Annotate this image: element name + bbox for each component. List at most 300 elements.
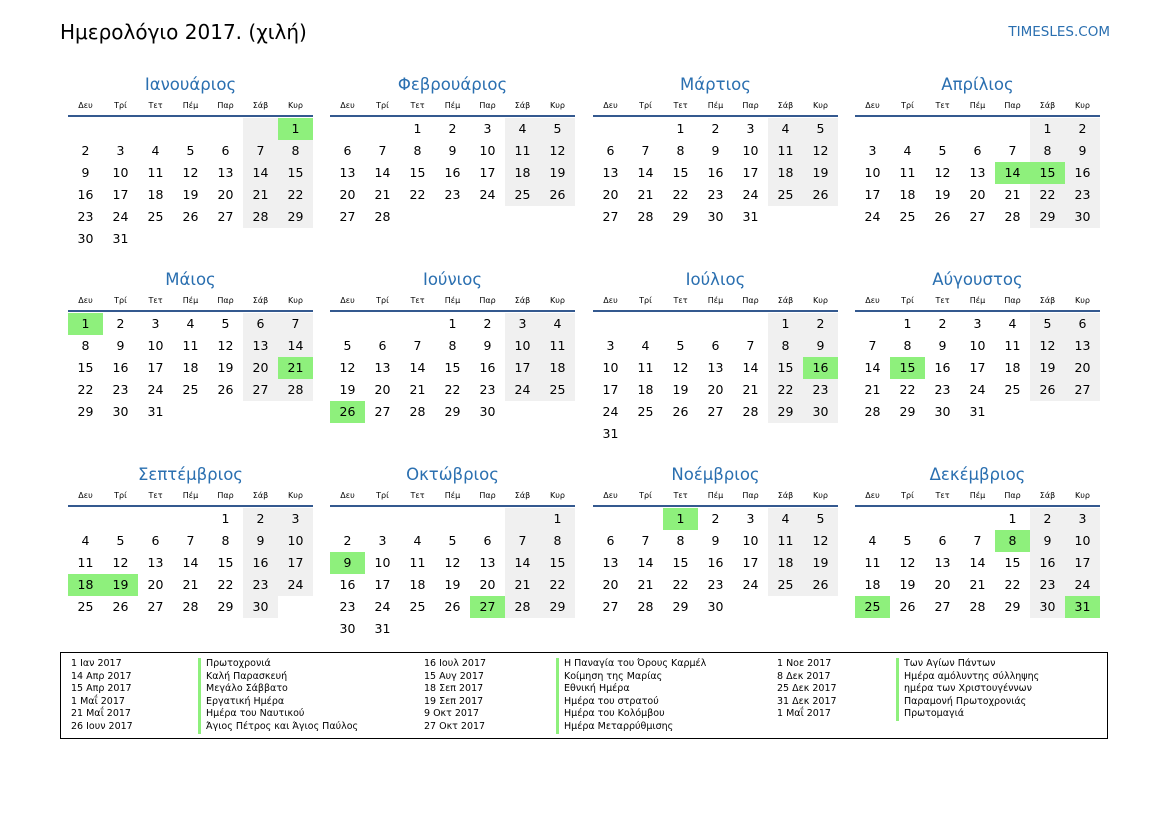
day-cell[interactable]: 30 xyxy=(479,404,496,419)
day-cell[interactable]: 22 xyxy=(672,187,689,202)
day-cell[interactable]: 7 xyxy=(378,143,387,158)
day-cell[interactable]: 15 xyxy=(540,552,575,574)
day-cell[interactable]: 15 xyxy=(409,165,426,180)
day-cell[interactable]: 15 xyxy=(444,360,461,375)
day-cell[interactable]: 8 xyxy=(81,338,90,353)
day-cell[interactable]: 21 xyxy=(742,382,759,397)
day-cell[interactable]: 8 xyxy=(540,530,575,552)
day-cell[interactable]: 9 xyxy=(803,335,838,357)
day-cell[interactable]: 17 xyxy=(147,360,164,375)
day-cell[interactable]: 10 xyxy=(147,338,164,353)
day-cell[interactable]: 23 xyxy=(934,382,951,397)
day-cell[interactable]: 14 xyxy=(409,360,426,375)
day-cell[interactable]: 23 xyxy=(77,209,94,224)
day-cell[interactable]: 18 xyxy=(505,162,540,184)
day-cell[interactable]: 20 xyxy=(339,187,356,202)
day-cell[interactable]: 23 xyxy=(803,379,838,401)
day-cell[interactable]: 26 xyxy=(934,209,951,224)
day-cell[interactable]: 16 xyxy=(1030,552,1065,574)
day-cell[interactable]: 16 xyxy=(243,552,278,574)
day-cell[interactable]: 2 xyxy=(803,313,838,335)
day-cell[interactable]: 5 xyxy=(116,533,125,548)
day-cell[interactable]: 21 xyxy=(409,382,426,397)
day-cell[interactable]: 18 xyxy=(68,574,103,596)
day-cell[interactable]: 28 xyxy=(1004,209,1021,224)
day-cell[interactable]: 20 xyxy=(243,357,278,379)
day-cell[interactable]: 21 xyxy=(637,577,654,592)
day-cell[interactable]: 4 xyxy=(768,508,803,530)
day-cell[interactable]: 7 xyxy=(413,338,422,353)
day-cell[interactable]: 12 xyxy=(112,555,129,570)
day-cell[interactable]: 6 xyxy=(483,533,492,548)
day-cell[interactable]: 19 xyxy=(672,382,689,397)
day-cell[interactable]: 20 xyxy=(602,577,619,592)
day-cell[interactable]: 10 xyxy=(864,165,881,180)
day-cell[interactable]: 23 xyxy=(1030,574,1065,596)
day-cell[interactable]: 21 xyxy=(1004,187,1021,202)
day-cell[interactable]: 9 xyxy=(448,143,457,158)
day-cell[interactable]: 2 xyxy=(483,316,492,331)
day-cell[interactable]: 14 xyxy=(864,360,881,375)
day-cell[interactable]: 20 xyxy=(479,577,496,592)
day-cell[interactable]: 5 xyxy=(676,338,685,353)
day-cell[interactable]: 17 xyxy=(278,552,313,574)
day-cell[interactable]: 2 xyxy=(343,533,352,548)
day-cell[interactable]: 31 xyxy=(969,404,986,419)
day-cell[interactable]: 27 xyxy=(1065,379,1100,401)
day-cell[interactable]: 25 xyxy=(855,596,890,618)
day-cell[interactable]: 21 xyxy=(243,184,278,206)
day-cell[interactable]: 13 xyxy=(217,165,234,180)
day-cell[interactable]: 4 xyxy=(903,143,912,158)
day-cell[interactable]: 28 xyxy=(637,209,654,224)
day-cell[interactable]: 19 xyxy=(103,574,138,596)
day-cell[interactable]: 19 xyxy=(803,552,838,574)
day-cell[interactable]: 24 xyxy=(374,599,391,614)
day-cell[interactable]: 19 xyxy=(182,187,199,202)
day-cell[interactable]: 12 xyxy=(803,140,838,162)
day-cell[interactable]: 18 xyxy=(147,187,164,202)
day-cell[interactable]: 3 xyxy=(746,121,755,136)
day-cell[interactable]: 13 xyxy=(374,360,391,375)
day-cell[interactable]: 22 xyxy=(1004,577,1021,592)
day-cell[interactable]: 20 xyxy=(707,382,724,397)
day-cell[interactable]: 19 xyxy=(540,162,575,184)
day-cell[interactable]: 18 xyxy=(637,382,654,397)
day-cell[interactable]: 4 xyxy=(186,316,195,331)
day-cell[interactable]: 2 xyxy=(116,316,125,331)
day-cell[interactable]: 26 xyxy=(803,184,838,206)
day-cell[interactable]: 10 xyxy=(479,143,496,158)
day-cell[interactable]: 9 xyxy=(711,533,720,548)
day-cell[interactable]: 8 xyxy=(448,338,457,353)
day-cell[interactable]: 7 xyxy=(186,533,195,548)
day-cell[interactable]: 16 xyxy=(339,577,356,592)
day-cell[interactable]: 1 xyxy=(413,121,422,136)
day-cell[interactable]: 2 xyxy=(81,143,90,158)
day-cell[interactable]: 26 xyxy=(899,599,916,614)
day-cell[interactable]: 24 xyxy=(147,382,164,397)
day-cell[interactable]: 28 xyxy=(864,404,881,419)
day-cell[interactable]: 11 xyxy=(768,140,803,162)
day-cell[interactable]: 22 xyxy=(540,574,575,596)
day-cell[interactable]: 3 xyxy=(116,143,125,158)
day-cell[interactable]: 22 xyxy=(1030,184,1065,206)
day-cell[interactable]: 10 xyxy=(602,360,619,375)
day-cell[interactable]: 11 xyxy=(77,555,94,570)
day-cell[interactable]: 7 xyxy=(278,313,313,335)
day-cell[interactable]: 18 xyxy=(409,577,426,592)
day-cell[interactable]: 23 xyxy=(707,577,724,592)
day-cell[interactable]: 1 xyxy=(448,316,457,331)
day-cell[interactable]: 3 xyxy=(151,316,160,331)
day-cell[interactable]: 10 xyxy=(278,530,313,552)
day-cell[interactable]: 1 xyxy=(221,511,230,526)
day-cell[interactable]: 3 xyxy=(973,316,982,331)
day-cell[interactable]: 2 xyxy=(243,508,278,530)
day-cell[interactable]: 18 xyxy=(1004,360,1021,375)
day-cell[interactable]: 28 xyxy=(969,599,986,614)
day-cell[interactable]: 23 xyxy=(243,574,278,596)
day-cell[interactable]: 2 xyxy=(448,121,457,136)
day-cell[interactable]: 6 xyxy=(606,533,615,548)
day-cell[interactable]: 4 xyxy=(641,338,650,353)
day-cell[interactable]: 28 xyxy=(374,209,391,224)
day-cell[interactable]: 25 xyxy=(147,209,164,224)
day-cell[interactable]: 17 xyxy=(864,187,881,202)
day-cell[interactable]: 3 xyxy=(746,511,755,526)
day-cell[interactable]: 20 xyxy=(969,187,986,202)
day-cell[interactable]: 8 xyxy=(768,335,803,357)
day-cell[interactable]: 23 xyxy=(479,382,496,397)
day-cell[interactable]: 4 xyxy=(413,533,422,548)
day-cell[interactable]: 9 xyxy=(243,530,278,552)
day-cell[interactable]: 19 xyxy=(934,187,951,202)
day-cell[interactable]: 30 xyxy=(77,231,94,246)
day-cell[interactable]: 15 xyxy=(77,360,94,375)
day-cell[interactable]: 30 xyxy=(1030,596,1065,618)
day-cell[interactable]: 16 xyxy=(77,187,94,202)
day-cell[interactable]: 13 xyxy=(969,165,986,180)
day-cell[interactable]: 9 xyxy=(116,338,125,353)
day-cell[interactable]: 9 xyxy=(938,338,947,353)
day-cell[interactable]: 27 xyxy=(243,379,278,401)
day-cell[interactable]: 29 xyxy=(768,401,803,423)
day-cell[interactable]: 5 xyxy=(448,533,457,548)
day-cell[interactable]: 25 xyxy=(540,379,575,401)
day-cell[interactable]: 27 xyxy=(217,209,234,224)
day-cell[interactable]: 30 xyxy=(112,404,129,419)
day-cell[interactable]: 29 xyxy=(77,404,94,419)
day-cell[interactable]: 23 xyxy=(112,382,129,397)
day-cell[interactable]: 3 xyxy=(483,121,492,136)
day-cell[interactable]: 4 xyxy=(768,118,803,140)
day-cell[interactable]: 17 xyxy=(969,360,986,375)
day-cell[interactable]: 30 xyxy=(243,596,278,618)
day-cell[interactable]: 17 xyxy=(112,187,129,202)
day-cell[interactable]: 27 xyxy=(374,404,391,419)
day-cell[interactable]: 5 xyxy=(803,508,838,530)
day-cell[interactable]: 15 xyxy=(672,555,689,570)
day-cell[interactable]: 29 xyxy=(444,404,461,419)
day-cell[interactable]: 31 xyxy=(742,209,759,224)
day-cell[interactable]: 29 xyxy=(899,404,916,419)
day-cell[interactable]: 13 xyxy=(1065,335,1100,357)
day-cell[interactable]: 7 xyxy=(868,338,877,353)
day-cell[interactable]: 24 xyxy=(112,209,129,224)
day-cell[interactable]: 8 xyxy=(1030,140,1065,162)
day-cell[interactable]: 22 xyxy=(278,184,313,206)
day-cell[interactable]: 5 xyxy=(221,316,230,331)
day-cell[interactable]: 12 xyxy=(1030,335,1065,357)
day-cell[interactable]: 20 xyxy=(147,577,164,592)
day-cell[interactable]: 24 xyxy=(278,574,313,596)
day-cell[interactable]: 1 xyxy=(540,508,575,530)
day-cell[interactable]: 14 xyxy=(505,552,540,574)
day-cell[interactable]: 30 xyxy=(803,401,838,423)
day-cell[interactable]: 13 xyxy=(707,360,724,375)
day-cell[interactable]: 28 xyxy=(278,379,313,401)
day-cell[interactable]: 24 xyxy=(505,379,540,401)
day-cell[interactable]: 22 xyxy=(444,382,461,397)
day-cell[interactable]: 14 xyxy=(182,555,199,570)
day-cell[interactable]: 29 xyxy=(278,206,313,228)
day-cell[interactable]: 26 xyxy=(444,599,461,614)
day-cell[interactable]: 10 xyxy=(505,335,540,357)
day-cell[interactable]: 8 xyxy=(676,143,685,158)
day-cell[interactable]: 5 xyxy=(903,533,912,548)
day-cell[interactable]: 9 xyxy=(1065,140,1100,162)
day-cell[interactable]: 13 xyxy=(147,555,164,570)
day-cell[interactable]: 27 xyxy=(707,404,724,419)
day-cell[interactable]: 20 xyxy=(934,577,951,592)
day-cell[interactable]: 31 xyxy=(602,426,619,441)
day-cell[interactable]: 27 xyxy=(602,209,619,224)
day-cell[interactable]: 3 xyxy=(606,338,615,353)
day-cell[interactable]: 23 xyxy=(444,187,461,202)
day-cell[interactable]: 11 xyxy=(899,165,916,180)
day-cell[interactable]: 6 xyxy=(221,143,230,158)
day-cell[interactable]: 8 xyxy=(413,143,422,158)
day-cell[interactable]: 18 xyxy=(899,187,916,202)
day-cell[interactable]: 7 xyxy=(505,530,540,552)
day-cell[interactable]: 20 xyxy=(1065,357,1100,379)
day-cell[interactable]: 5 xyxy=(938,143,947,158)
day-cell[interactable]: 26 xyxy=(1030,379,1065,401)
day-cell[interactable]: 24 xyxy=(742,187,759,202)
day-cell[interactable]: 1 xyxy=(1008,511,1017,526)
day-cell[interactable]: 31 xyxy=(147,404,164,419)
day-cell[interactable]: 3 xyxy=(868,143,877,158)
day-cell[interactable]: 6 xyxy=(243,313,278,335)
day-cell[interactable]: 1 xyxy=(663,508,698,530)
day-cell[interactable]: 7 xyxy=(641,533,650,548)
day-cell[interactable]: 2 xyxy=(711,511,720,526)
day-cell[interactable]: 1 xyxy=(768,313,803,335)
day-cell[interactable]: 17 xyxy=(479,165,496,180)
day-cell[interactable]: 12 xyxy=(540,140,575,162)
day-cell[interactable]: 23 xyxy=(707,187,724,202)
day-cell[interactable]: 15 xyxy=(890,357,925,379)
day-cell[interactable]: 4 xyxy=(540,313,575,335)
day-cell[interactable]: 27 xyxy=(969,209,986,224)
day-cell[interactable]: 18 xyxy=(768,162,803,184)
day-cell[interactable]: 16 xyxy=(707,555,724,570)
day-cell[interactable]: 11 xyxy=(768,530,803,552)
day-cell[interactable]: 13 xyxy=(602,165,619,180)
day-cell[interactable]: 23 xyxy=(1065,184,1100,206)
day-cell[interactable]: 1 xyxy=(676,121,685,136)
day-cell[interactable]: 18 xyxy=(768,552,803,574)
day-cell[interactable]: 24 xyxy=(864,209,881,224)
day-cell[interactable]: 26 xyxy=(330,401,365,423)
day-cell[interactable]: 29 xyxy=(1004,599,1021,614)
day-cell[interactable]: 13 xyxy=(243,335,278,357)
day-cell[interactable]: 26 xyxy=(112,599,129,614)
day-cell[interactable]: 16 xyxy=(1065,162,1100,184)
day-cell[interactable]: 14 xyxy=(243,162,278,184)
day-cell[interactable]: 25 xyxy=(899,209,916,224)
day-cell[interactable]: 13 xyxy=(602,555,619,570)
day-cell[interactable]: 28 xyxy=(409,404,426,419)
day-cell[interactable]: 21 xyxy=(969,577,986,592)
day-cell[interactable]: 10 xyxy=(112,165,129,180)
day-cell[interactable]: 21 xyxy=(374,187,391,202)
day-cell[interactable]: 12 xyxy=(217,338,234,353)
day-cell[interactable]: 9 xyxy=(483,338,492,353)
day-cell[interactable]: 15 xyxy=(1030,162,1065,184)
day-cell[interactable]: 14 xyxy=(969,555,986,570)
day-cell[interactable]: 4 xyxy=(505,118,540,140)
day-cell[interactable]: 9 xyxy=(81,165,90,180)
day-cell[interactable]: 31 xyxy=(1065,596,1100,618)
day-cell[interactable]: 25 xyxy=(182,382,199,397)
day-cell[interactable]: 15 xyxy=(1004,555,1021,570)
day-cell[interactable]: 8 xyxy=(221,533,230,548)
day-cell[interactable]: 8 xyxy=(995,530,1030,552)
day-cell[interactable]: 28 xyxy=(182,599,199,614)
day-cell[interactable]: 27 xyxy=(602,599,619,614)
day-cell[interactable]: 2 xyxy=(1030,508,1065,530)
day-cell[interactable]: 20 xyxy=(602,187,619,202)
day-cell[interactable]: 1 xyxy=(68,313,103,335)
day-cell[interactable]: 17 xyxy=(374,577,391,592)
day-cell[interactable]: 29 xyxy=(540,596,575,618)
day-cell[interactable]: 11 xyxy=(540,335,575,357)
day-cell[interactable]: 12 xyxy=(182,165,199,180)
day-cell[interactable]: 4 xyxy=(151,143,160,158)
day-cell[interactable]: 27 xyxy=(934,599,951,614)
day-cell[interactable]: 15 xyxy=(278,162,313,184)
day-cell[interactable]: 12 xyxy=(803,530,838,552)
day-cell[interactable]: 26 xyxy=(217,382,234,397)
day-cell[interactable]: 12 xyxy=(899,555,916,570)
day-cell[interactable]: 29 xyxy=(672,209,689,224)
day-cell[interactable]: 13 xyxy=(479,555,496,570)
day-cell[interactable]: 25 xyxy=(505,184,540,206)
day-cell[interactable]: 19 xyxy=(803,162,838,184)
day-cell[interactable]: 17 xyxy=(505,357,540,379)
day-cell[interactable]: 28 xyxy=(505,596,540,618)
day-cell[interactable]: 10 xyxy=(969,338,986,353)
day-cell[interactable]: 3 xyxy=(278,508,313,530)
day-cell[interactable]: 3 xyxy=(1065,508,1100,530)
day-cell[interactable]: 21 xyxy=(637,187,654,202)
day-cell[interactable]: 25 xyxy=(768,574,803,596)
day-cell[interactable]: 18 xyxy=(540,357,575,379)
day-cell[interactable]: 2 xyxy=(711,121,720,136)
day-cell[interactable]: 18 xyxy=(864,577,881,592)
day-cell[interactable]: 12 xyxy=(339,360,356,375)
day-cell[interactable]: 30 xyxy=(1065,206,1100,228)
day-cell[interactable]: 25 xyxy=(77,599,94,614)
day-cell[interactable]: 16 xyxy=(444,165,461,180)
site-link[interactable]: TIMESLES.COM xyxy=(1008,24,1110,40)
day-cell[interactable]: 19 xyxy=(1030,357,1065,379)
day-cell[interactable]: 23 xyxy=(339,599,356,614)
day-cell[interactable]: 27 xyxy=(147,599,164,614)
day-cell[interactable]: 16 xyxy=(934,360,951,375)
day-cell[interactable]: 14 xyxy=(742,360,759,375)
day-cell[interactable]: 6 xyxy=(378,338,387,353)
day-cell[interactable]: 11 xyxy=(409,555,426,570)
day-cell[interactable]: 13 xyxy=(339,165,356,180)
day-cell[interactable]: 22 xyxy=(899,382,916,397)
day-cell[interactable]: 24 xyxy=(969,382,986,397)
day-cell[interactable]: 8 xyxy=(676,533,685,548)
day-cell[interactable]: 26 xyxy=(182,209,199,224)
day-cell[interactable]: 1 xyxy=(278,118,313,140)
day-cell[interactable]: 15 xyxy=(672,165,689,180)
day-cell[interactable]: 30 xyxy=(934,404,951,419)
day-cell[interactable]: 29 xyxy=(217,599,234,614)
day-cell[interactable]: 28 xyxy=(742,404,759,419)
day-cell[interactable]: 16 xyxy=(707,165,724,180)
day-cell[interactable]: 31 xyxy=(374,621,391,636)
day-cell[interactable]: 26 xyxy=(540,184,575,206)
day-cell[interactable]: 16 xyxy=(112,360,129,375)
day-cell[interactable]: 6 xyxy=(151,533,160,548)
day-cell[interactable]: 14 xyxy=(995,162,1030,184)
day-cell[interactable]: 1 xyxy=(1030,118,1065,140)
day-cell[interactable]: 22 xyxy=(217,577,234,592)
day-cell[interactable]: 14 xyxy=(637,165,654,180)
day-cell[interactable]: 22 xyxy=(409,187,426,202)
day-cell[interactable]: 9 xyxy=(711,143,720,158)
day-cell[interactable]: 24 xyxy=(1065,574,1100,596)
day-cell[interactable]: 6 xyxy=(343,143,352,158)
day-cell[interactable]: 25 xyxy=(409,599,426,614)
day-cell[interactable]: 19 xyxy=(899,577,916,592)
day-cell[interactable]: 7 xyxy=(746,338,755,353)
day-cell[interactable]: 3 xyxy=(505,313,540,335)
day-cell[interactable]: 22 xyxy=(672,577,689,592)
day-cell[interactable]: 19 xyxy=(217,360,234,375)
day-cell[interactable]: 20 xyxy=(374,382,391,397)
day-cell[interactable]: 8 xyxy=(278,140,313,162)
day-cell[interactable]: 5 xyxy=(803,118,838,140)
day-cell[interactable]: 19 xyxy=(339,382,356,397)
day-cell[interactable]: 15 xyxy=(768,357,803,379)
day-cell[interactable]: 10 xyxy=(742,533,759,548)
day-cell[interactable]: 20 xyxy=(217,187,234,202)
day-cell[interactable]: 25 xyxy=(637,404,654,419)
day-cell[interactable]: 5 xyxy=(343,338,352,353)
day-cell[interactable]: 27 xyxy=(339,209,356,224)
day-cell[interactable]: 9 xyxy=(1030,530,1065,552)
day-cell[interactable]: 18 xyxy=(182,360,199,375)
day-cell[interactable]: 7 xyxy=(973,533,982,548)
